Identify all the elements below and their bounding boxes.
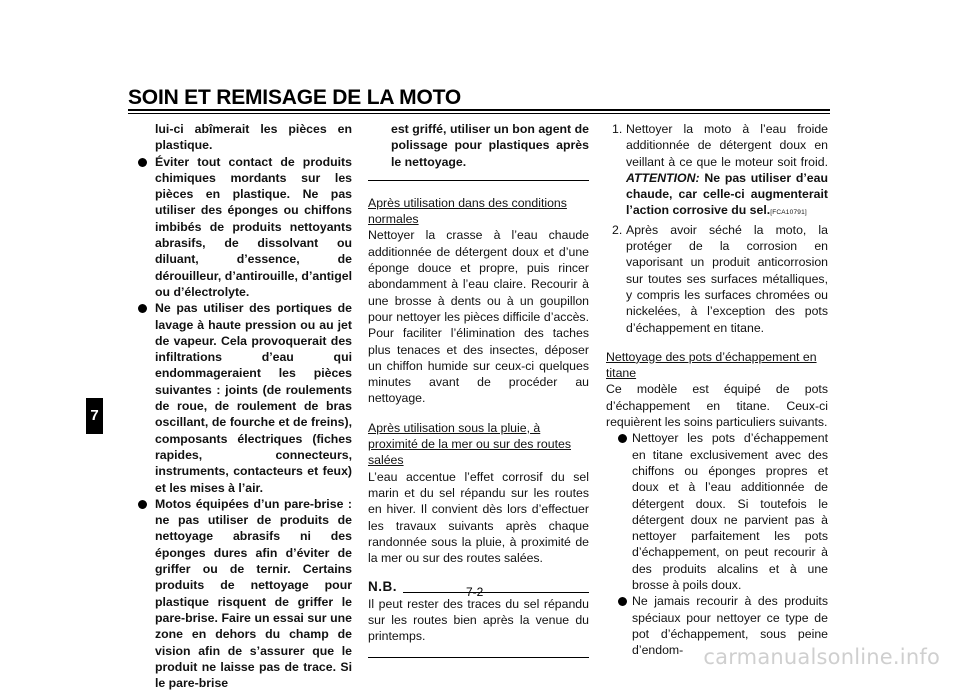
attention-text: Ne pas utiliser d’eau chaude, car celle-ci augmenterait l’action corrosive du sel. [626,170,828,218]
note-rule [403,592,589,593]
watermark: carmanualsonline.info [703,645,940,669]
bullet-icon [138,500,147,509]
section-heading: Après utilisation dans des conditions normales [368,195,567,227]
list-item [132,300,352,496]
header-rule-thin [128,113,830,114]
caution-end-rule [368,180,589,181]
column-middle [368,121,589,658]
list-item [132,496,352,691]
paragraph: Nettoyer la crasse à l’eau chaude additionnée de détergent doux et d’une éponge douce et propre, puis rincer abondamment à l’eau claire. Recourir à une brosse à dents ou à un goupillon pour nettoyer les pièces difficile d’accès. Pour faciliter l’élimination des taches plus tenaces et des insectes, déposer un chiffon humide sur ceux-ci quelques minutes avant de procéder au nettoyage. [368,228,589,406]
list-item-text: Éviter tout contact de produits chimiques mordants sur les pièces en plastique. Ne pas utiliser des éponges ou chiffons imbibés de produits nettoyants abrasifs, de dissolvant ou diluant, d’essence, de dérouilleur, d’antirouille, d’antigel ou d’électrolyte. [155,154,352,299]
list-item-text: Ne pas utiliser des portiques de lavage à haute pression ou au jet de vapeur. Cela provoquerait des infiltrations d’eau qui endommageraient les pièces suivantes : joints (de roulements de roue, de roulement de bras oscillant, de fourche et de freins), composants électriques (fiches rapides, connecteurs, instruments, contacteurs et feux) et les mises à l’air. [155,301,352,495]
note-text: Il peut rester des traces du sel répandu sur les routes bien après la venue du printemps. [368,596,589,644]
list-item-text: Motos équipées d’un pare-brise : ne pas utiliser de produits de nettoyage abrasifs ni des éponges dures afin d’éviter de griffer ou de ternir. Certains produits de nettoyage pour plastique risquent de griffer le pare-brise. Faire un essai sur une zone en dehors du champ de vision afin de s’assurer que le produit ne laisse pas de trace. Si le pare-brise [155,496,352,691]
section-heading: Nettoyage des pots d’échappement en titane [606,349,817,381]
list-item [132,154,352,301]
numbered-step [606,121,828,222]
step-text: Nettoyer la moto à l’eau froide additionnée de détergent doux en veillant à ce que le moteur soit froid. [626,122,828,169]
list-item-text: Ne jamais recourir à des produits spéciaux pour nettoyer ce type de pot d’échappement, sous peine d’endom- [632,594,828,658]
paragraph: Ce modèle est équipé de pots d’échappement en titane. Ceux-ci requièrent les soins particuliers suivants. [606,382,828,430]
bullet-icon [618,434,627,443]
attention-label: ATTENTION: [626,170,700,185]
step-text: Après avoir séché la moto, la protéger de la corrosion en vaporisant un produit anticorrosion sur toutes ses surfaces métalliques, y compris les surfaces chromées ou nickelées, à l’exception des pots d’échappement en titane. [626,222,828,335]
list-item [606,430,828,593]
section-heading: Après utilisation sous la pluie, à proximité de la mer ou sur des routes salées [368,420,571,468]
header-rule [128,109,830,111]
reference-code: [FCA10791] [770,209,807,217]
list-item-text: Nettoyer les pots d’échappement en titane exclusivement avec des chiffons ou éponges propres et doux et à l’eau additionnée de détergent doux. Si toutefois le détergent doux ne parvient pas à nettoyer parfaitement les pots d’échappement, on peut recourir à des produits alcalins et à une brosse à poils doux. [632,431,828,593]
column-right [606,121,828,659]
paragraph-continued: lui-ci abîmerait les pièces en plastique. [155,122,352,153]
bullet-icon [138,158,147,167]
paragraph: L’eau accentue l’effet corrosif du sel marin et du sel répandu sur les routes en hiver. Il convient dès lors d’effectuer les travaux suivants après chaque randonnée sous la pluie, à proximité de la mer ou sur des routes salées. [368,469,589,566]
page-number: 7-2 [466,585,484,599]
bullet-icon [618,597,627,606]
step-number: 2. [612,222,623,237]
page-title: SOIN ET REMISAGE DE LA MOTO [128,86,461,109]
paragraph-continued: est griffé, utiliser un bon agent de polissage pour plastiques après le nettoyage. [391,122,589,169]
note-end-rule [368,657,589,658]
step-number: 1. [612,122,623,136]
column-left [132,121,352,691]
numbered-step [606,222,828,336]
note-label: N.B. [368,579,397,595]
chapter-tab: 7 [86,398,103,434]
bullet-icon [138,304,147,313]
